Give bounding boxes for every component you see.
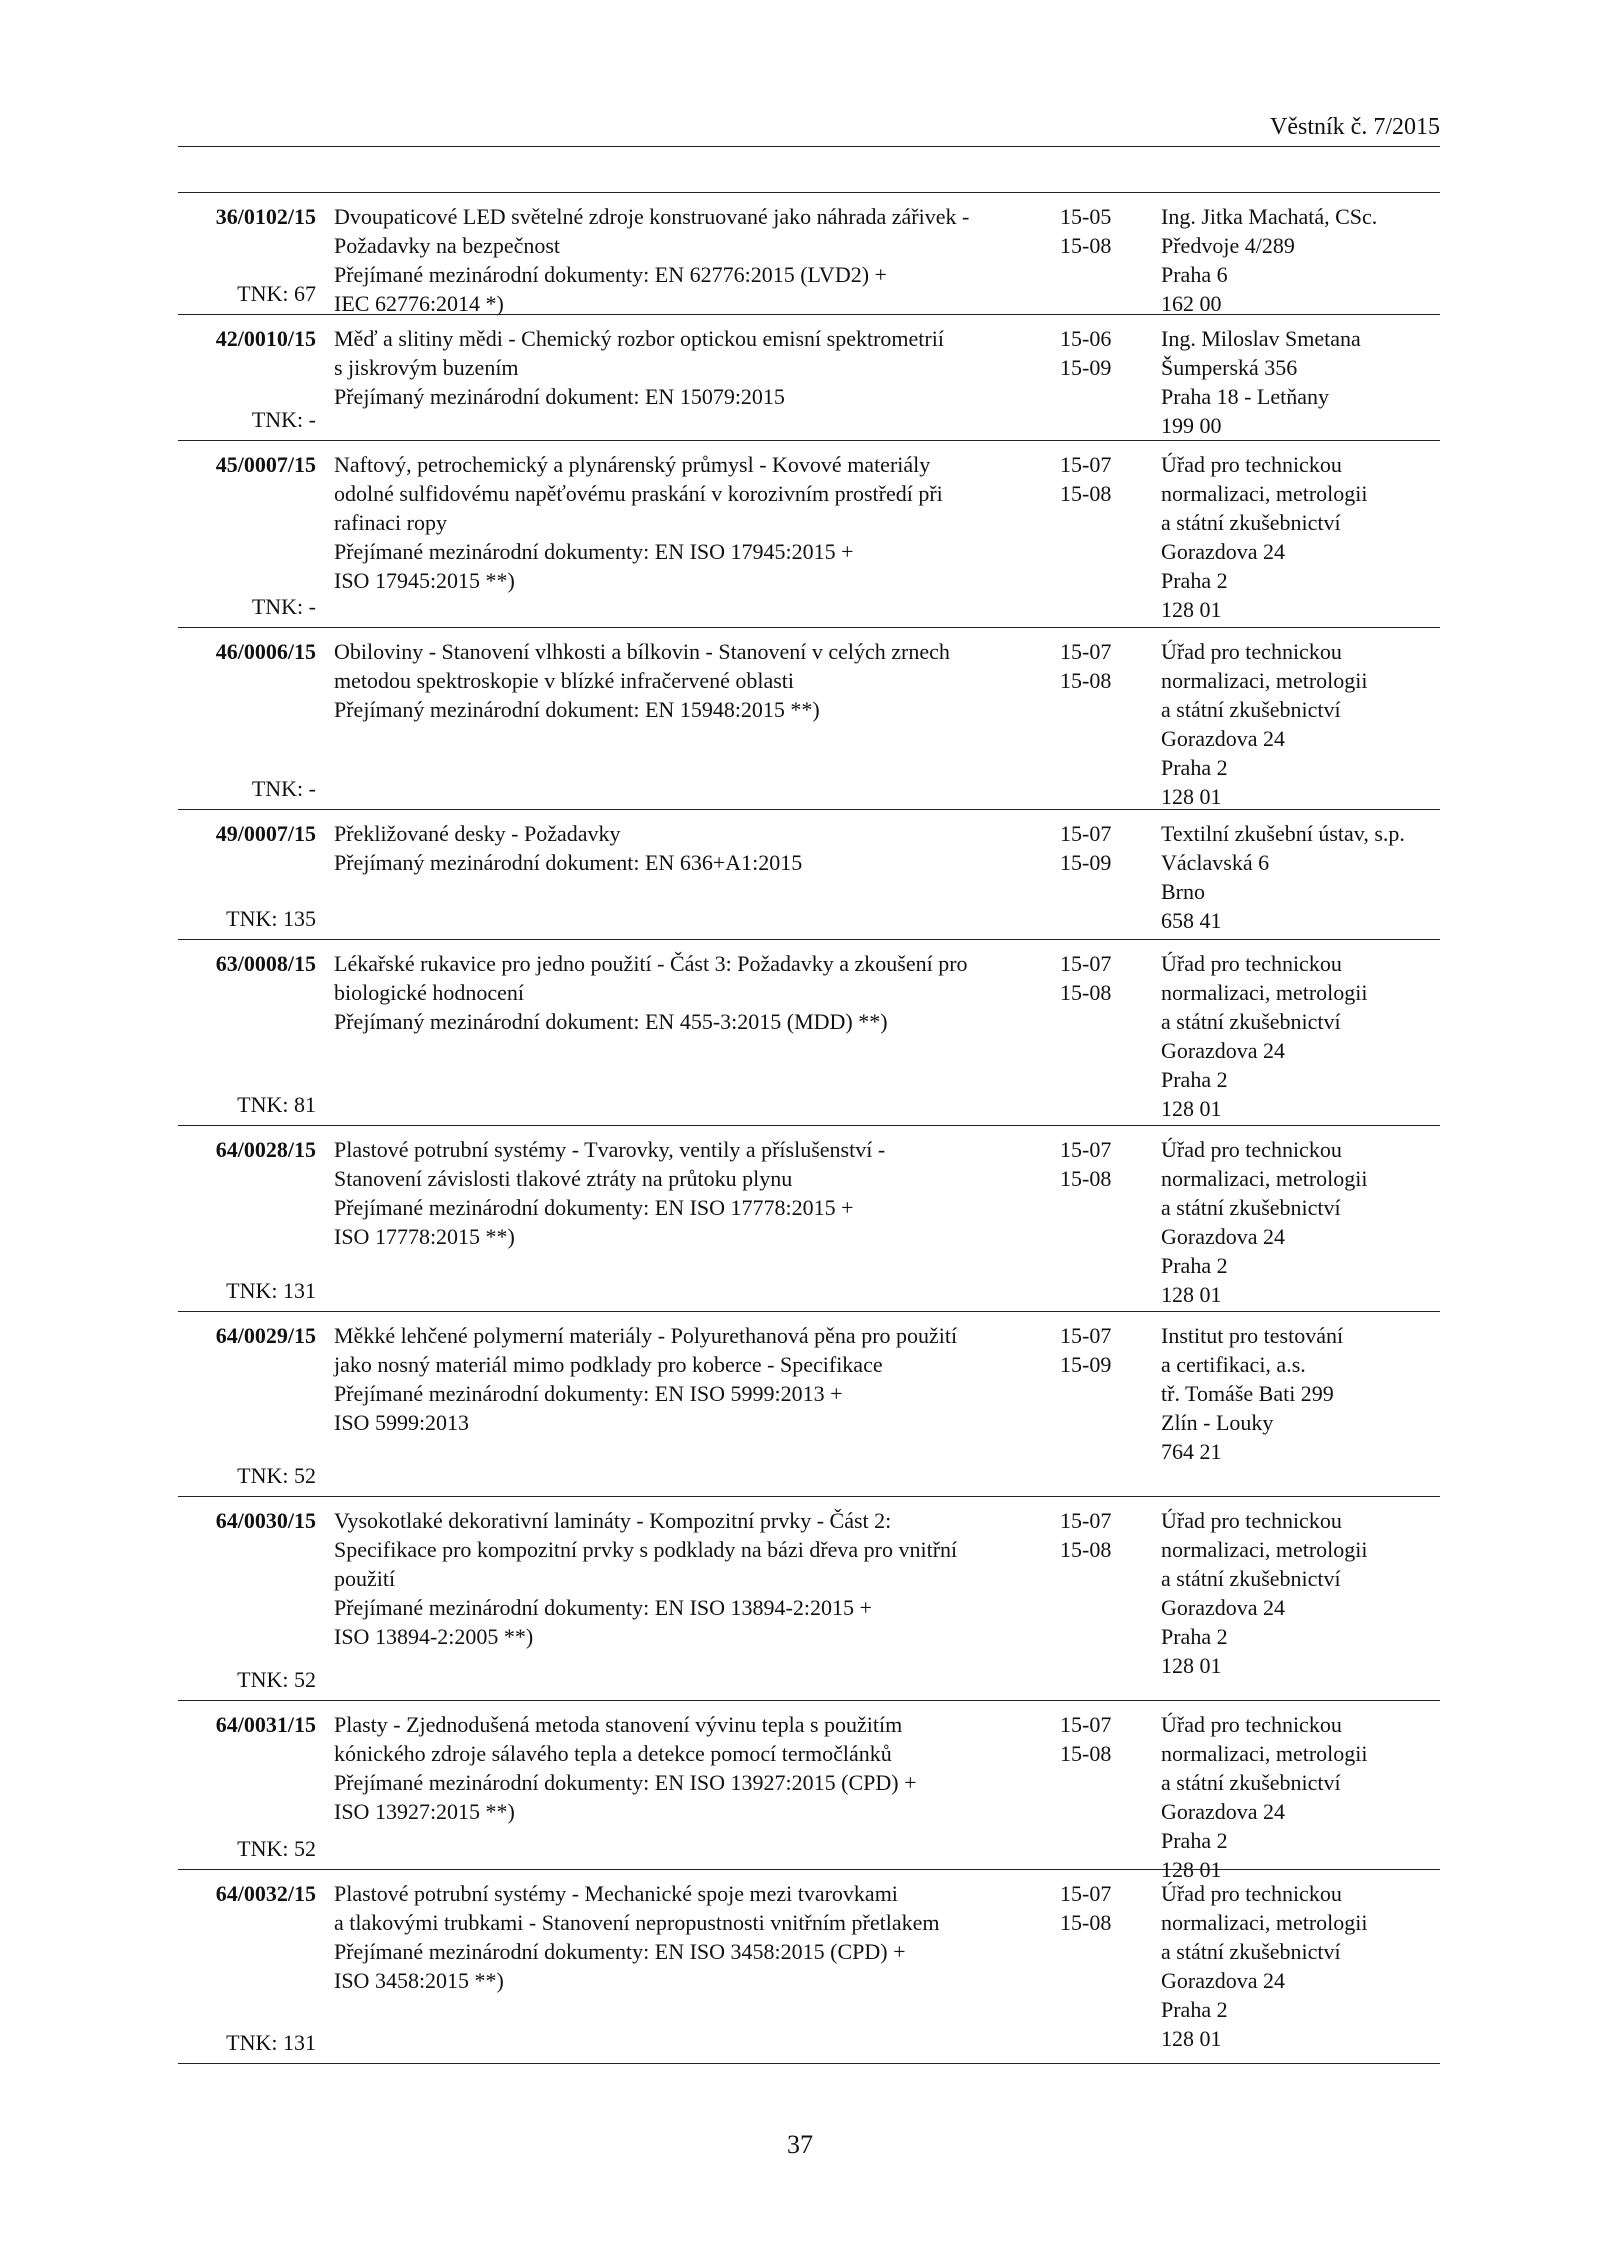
address-line: Zlín - Louky [1161, 1410, 1274, 1435]
title-line: a tlakovými trubkami - Stanovení nepropustnosti vnitřním přetlakem [334, 1910, 940, 1935]
address-line: 128 01 [1161, 784, 1222, 809]
date-value: 15-09 [1060, 850, 1112, 875]
page-header [178, 108, 1440, 147]
date-value: 15-07 [1060, 1137, 1112, 1162]
address-line: normalizaci, metrologii [1161, 481, 1368, 506]
address-line: normalizaci, metrologii [1161, 1537, 1368, 1562]
title-line: Přejímaný mezinárodní dokument: EN 636+A1:2015 [334, 850, 803, 875]
date-value: 15-07 [1060, 1323, 1112, 1348]
address-line: normalizaci, metrologii [1161, 668, 1368, 693]
standard-code: 42/0010/15 [215, 326, 316, 351]
tnk-number: TNK: 131 [226, 2030, 316, 2055]
address-line: Gorazdova 24 [1161, 1224, 1286, 1249]
title-line: Obiloviny - Stanovení vlhkosti a bílkovin - Stanovení v celých zrnech [334, 639, 950, 664]
standard-code: 64/0031/15 [215, 1712, 316, 1737]
date-value: 15-08 [1060, 1166, 1112, 1191]
date-value: 15-08 [1060, 668, 1112, 693]
entry-dates-cell [1060, 202, 1150, 260]
table-row [178, 1126, 1440, 1312]
address-line: Praha 2 [1161, 1997, 1228, 2022]
address-line: Václavská 6 [1161, 850, 1270, 875]
title-line: Přejímané mezinárodní dokumenty: EN ISO 13894-2:2015 + [334, 1595, 872, 1620]
entry-address-cell [1161, 1879, 1441, 2053]
entry-address-cell [1161, 1321, 1441, 1466]
address-line: Úřad pro technickou [1161, 1881, 1342, 1906]
address-line: Předvoje 4/289 [1161, 233, 1295, 258]
standard-code: 64/0028/15 [215, 1137, 316, 1162]
address-line: Úřad pro technickou [1161, 452, 1342, 477]
table-row [178, 628, 1440, 810]
address-line: Institut pro testování [1161, 1323, 1344, 1348]
standard-code: 64/0030/15 [215, 1508, 316, 1533]
date-value: 15-07 [1060, 821, 1112, 846]
entry-id-cell [188, 202, 316, 314]
title-line: Přejímané mezinárodní dokumenty: EN 62776:2015 (LVD2) + [334, 262, 887, 287]
title-line: jako nosný materiál mimo podklady pro koberce - Specifikace [334, 1352, 883, 1377]
address-line: 128 01 [1161, 1653, 1222, 1678]
address-line: normalizaci, metrologii [1161, 1741, 1368, 1766]
address-line: Gorazdova 24 [1161, 1038, 1286, 1063]
title-line: IEC 62776:2014 *) [334, 291, 504, 316]
address-line: a státní zkušebnictví [1161, 1939, 1341, 1964]
address-line: Praha 6 [1161, 262, 1228, 287]
address-line: a státní zkušebnictví [1161, 697, 1341, 722]
tnk-number: TNK: 81 [237, 1092, 316, 1117]
date-value: 15-09 [1060, 355, 1112, 380]
standard-code: 36/0102/15 [215, 204, 316, 229]
tnk-number: TNK: 131 [226, 1278, 316, 1303]
title-line: Přejímané mezinárodní dokumenty: EN ISO 3458:2015 (CPD) + [334, 1939, 906, 1964]
title-line: Překližované desky - Požadavky [334, 821, 621, 846]
date-value: 15-07 [1060, 1712, 1112, 1737]
entry-dates-cell [1060, 819, 1150, 877]
title-line: rafinaci ropy [334, 510, 447, 535]
date-value: 15-08 [1060, 980, 1112, 1005]
entry-dates-cell [1060, 1506, 1150, 1564]
journal-issue-title: Věstník č. 7/2015 [1270, 114, 1440, 140]
date-value: 15-08 [1060, 1910, 1112, 1935]
address-line: a státní zkušebnictví [1161, 1770, 1341, 1795]
page-number: 37 [787, 2130, 813, 2159]
title-line: Přejímané mezinárodní dokumenty: EN ISO 5999:2013 + [334, 1381, 843, 1406]
title-line: použití [334, 1566, 396, 1591]
address-line: Ing. Jitka Machatá, CSc. [1161, 204, 1378, 229]
title-line: ISO 17778:2015 **) [334, 1224, 515, 1249]
table-row [178, 1312, 1440, 1497]
title-line: Přejímaný mezinárodní dokument: EN 455-3:2015 (MDD) **) [334, 1009, 888, 1034]
address-line: Úřad pro technickou [1161, 1712, 1342, 1737]
date-value: 15-08 [1060, 1741, 1112, 1766]
title-line: Lékařské rukavice pro jedno použití - Část 3: Požadavky a zkoušení pro [334, 951, 968, 976]
entry-id-cell [188, 1710, 316, 1869]
address-line: Praha 2 [1161, 755, 1228, 780]
address-line: 162 00 [1161, 291, 1222, 316]
entry-id-cell [188, 1135, 316, 1311]
title-line: Měkké lehčené polymerní materiály - Polyurethanová pěna pro použití [334, 1323, 958, 1348]
table-row [178, 1870, 1440, 2064]
title-line: ISO 3458:2015 **) [334, 1968, 504, 1993]
date-value: 15-07 [1060, 639, 1112, 664]
title-line: Stanovení závislosti tlakové ztráty na průtoku plynu [334, 1166, 793, 1191]
title-line: Přejímaný mezinárodní dokument: EN 15948:2015 **) [334, 697, 820, 722]
address-line: Úřad pro technickou [1161, 951, 1342, 976]
title-line: Plastové potrubní systémy - Mechanické spoje mezi tvarovkami [334, 1881, 898, 1906]
title-line: Plasty - Zjednodušená metoda stanovení vývinu tepla s použitím [334, 1712, 903, 1737]
entry-address-cell [1161, 450, 1441, 624]
address-line: Šumperská 356 [1161, 355, 1298, 380]
entry-dates-cell [1060, 1879, 1150, 1937]
address-line: Praha 2 [1161, 1253, 1228, 1278]
standard-code: 63/0008/15 [215, 951, 316, 976]
title-line: ISO 5999:2013 [334, 1410, 470, 1435]
table-row [178, 315, 1440, 441]
address-line: 128 01 [1161, 1282, 1222, 1307]
address-line: a certifikaci, a.s. [1161, 1352, 1306, 1377]
entry-address-cell [1161, 819, 1441, 935]
date-value: 15-08 [1060, 1537, 1112, 1562]
address-line: Ing. Miloslav Smetana [1161, 326, 1361, 351]
title-line: s jiskrovým buzením [334, 355, 519, 380]
entry-dates-cell [1060, 1321, 1150, 1379]
entry-id-cell [188, 324, 316, 440]
standard-code: 46/0006/15 [215, 639, 316, 664]
address-line: 128 01 [1161, 2026, 1222, 2051]
address-line: a státní zkušebnictví [1161, 1566, 1341, 1591]
entry-id-cell [188, 1879, 316, 2063]
address-line: Gorazdova 24 [1161, 1968, 1286, 1993]
entry-id-cell [188, 819, 316, 939]
standard-code: 64/0032/15 [215, 1881, 316, 1906]
entry-id-cell [188, 1506, 316, 1700]
title-line: ISO 13927:2015 **) [334, 1799, 515, 1824]
address-line: Praha 18 - Letňany [1161, 384, 1329, 409]
title-line: odolné sulfidovému napěťovému praskání v korozivním prostředí při [334, 481, 943, 506]
address-line: normalizaci, metrologii [1161, 1910, 1368, 1935]
tnk-number: TNK: 52 [237, 1836, 316, 1861]
title-line: Plastové potrubní systémy - Tvarovky, ventily a příslušenství - [334, 1137, 886, 1162]
entry-address-cell [1161, 1710, 1441, 1884]
date-value: 15-05 [1060, 204, 1112, 229]
entry-address-cell [1161, 1506, 1441, 1680]
tnk-number: TNK: 52 [237, 1463, 316, 1488]
title-line: biologické hodnocení [334, 980, 525, 1005]
title-line: ISO 13894-2:2005 **) [334, 1624, 534, 1649]
table-row [178, 1701, 1440, 1882]
address-line: Praha 2 [1161, 568, 1228, 593]
table-row [178, 441, 1440, 628]
address-line: Gorazdova 24 [1161, 1595, 1286, 1620]
address-line: a státní zkušebnictví [1161, 510, 1341, 535]
address-line: 764 21 [1161, 1439, 1222, 1464]
address-line: Praha 2 [1161, 1828, 1228, 1853]
entry-dates-cell [1060, 1135, 1150, 1193]
address-line: Gorazdova 24 [1161, 726, 1286, 751]
title-line: kónického zdroje sálavého tepla a detekce pomocí termočlánků [334, 1741, 892, 1766]
tnk-number: TNK: - [251, 776, 316, 801]
address-line: Úřad pro technickou [1161, 639, 1342, 664]
date-value: 15-08 [1060, 233, 1112, 258]
address-line: 128 01 [1161, 1096, 1222, 1121]
entry-address-cell [1161, 202, 1441, 318]
address-line: Praha 2 [1161, 1067, 1228, 1092]
title-line: metodou spektroskopie v blízké infračervené oblasti [334, 668, 795, 693]
date-value: 15-06 [1060, 326, 1112, 351]
entry-id-cell [188, 450, 316, 627]
standard-code: 64/0029/15 [215, 1323, 316, 1348]
date-value: 15-07 [1060, 951, 1112, 976]
address-line: Úřad pro technickou [1161, 1137, 1342, 1162]
title-line: Přejímané mezinárodní dokumenty: EN ISO 17945:2015 + [334, 539, 854, 564]
entry-id-cell [188, 637, 316, 809]
address-line: 128 01 [1161, 597, 1222, 622]
tnk-number: TNK: - [251, 594, 316, 619]
entry-address-cell [1161, 324, 1441, 440]
address-line: tř. Tomáše Bati 299 [1161, 1381, 1334, 1406]
entry-address-cell [1161, 1135, 1441, 1309]
tnk-number: TNK: 67 [237, 281, 316, 306]
address-line: Úřad pro technickou [1161, 1508, 1342, 1533]
address-line: Brno [1161, 879, 1205, 904]
tnk-number: TNK: 52 [237, 1667, 316, 1692]
standards-table [178, 192, 1440, 2064]
entry-address-cell [1161, 949, 1441, 1123]
date-value: 15-07 [1060, 452, 1112, 477]
standard-code: 45/0007/15 [215, 452, 316, 477]
address-line: Textilní zkušební ústav, s.p. [1161, 821, 1405, 846]
entry-dates-cell [1060, 450, 1150, 508]
date-value: 15-07 [1060, 1508, 1112, 1533]
title-line: Přejímané mezinárodní dokumenty: EN ISO 13927:2015 (CPD) + [334, 1770, 917, 1795]
address-line: normalizaci, metrologii [1161, 980, 1368, 1005]
tnk-number: TNK: 135 [226, 906, 316, 931]
title-line: Vysokotlaké dekorativní lamináty - Kompozitní prvky - Část 2: [334, 1508, 892, 1533]
entry-dates-cell [1060, 637, 1150, 695]
address-line: normalizaci, metrologii [1161, 1166, 1368, 1191]
date-value: 15-09 [1060, 1352, 1112, 1377]
address-line: Gorazdova 24 [1161, 1799, 1286, 1824]
title-line: Přejímaný mezinárodní dokument: EN 15079:2015 [334, 384, 785, 409]
title-line: Požadavky na bezpečnost [334, 233, 561, 258]
title-line: Měď a slitiny mědi - Chemický rozbor optickou emisní spektrometrií [334, 326, 944, 351]
entry-dates-cell [1060, 1710, 1150, 1768]
table-row [178, 1497, 1440, 1701]
table-row [178, 193, 1440, 315]
title-line: Přejímané mezinárodní dokumenty: EN ISO 17778:2015 + [334, 1195, 854, 1220]
address-line: a státní zkušebnictví [1161, 1009, 1341, 1034]
address-line: Praha 2 [1161, 1624, 1228, 1649]
title-line: Naftový, petrochemický a plynárenský průmysl - Kovové materiály [334, 452, 931, 477]
entry-dates-cell [1060, 949, 1150, 1007]
tnk-number: TNK: - [251, 407, 316, 432]
date-value: 15-07 [1060, 1881, 1112, 1906]
entry-id-cell [188, 949, 316, 1125]
entry-address-cell [1161, 637, 1441, 811]
entry-id-cell [188, 1321, 316, 1496]
title-line: ISO 17945:2015 **) [334, 568, 515, 593]
standard-code: 49/0007/15 [215, 821, 316, 846]
address-line: 658 41 [1161, 908, 1222, 933]
address-line: a státní zkušebnictví [1161, 1195, 1341, 1220]
table-row [178, 940, 1440, 1126]
address-line: 199 00 [1161, 413, 1222, 438]
address-line: 128 01 [1161, 1857, 1222, 1882]
entry-dates-cell [1060, 324, 1150, 382]
title-line: Specifikace pro kompozitní prvky s podklady na bázi dřeva pro vnitřní [334, 1537, 958, 1562]
title-line: Dvoupaticové LED světelné zdroje konstruované jako náhrada zářivek - [334, 204, 970, 229]
address-line: Gorazdova 24 [1161, 539, 1286, 564]
table-row [178, 810, 1440, 940]
date-value: 15-08 [1060, 481, 1112, 506]
